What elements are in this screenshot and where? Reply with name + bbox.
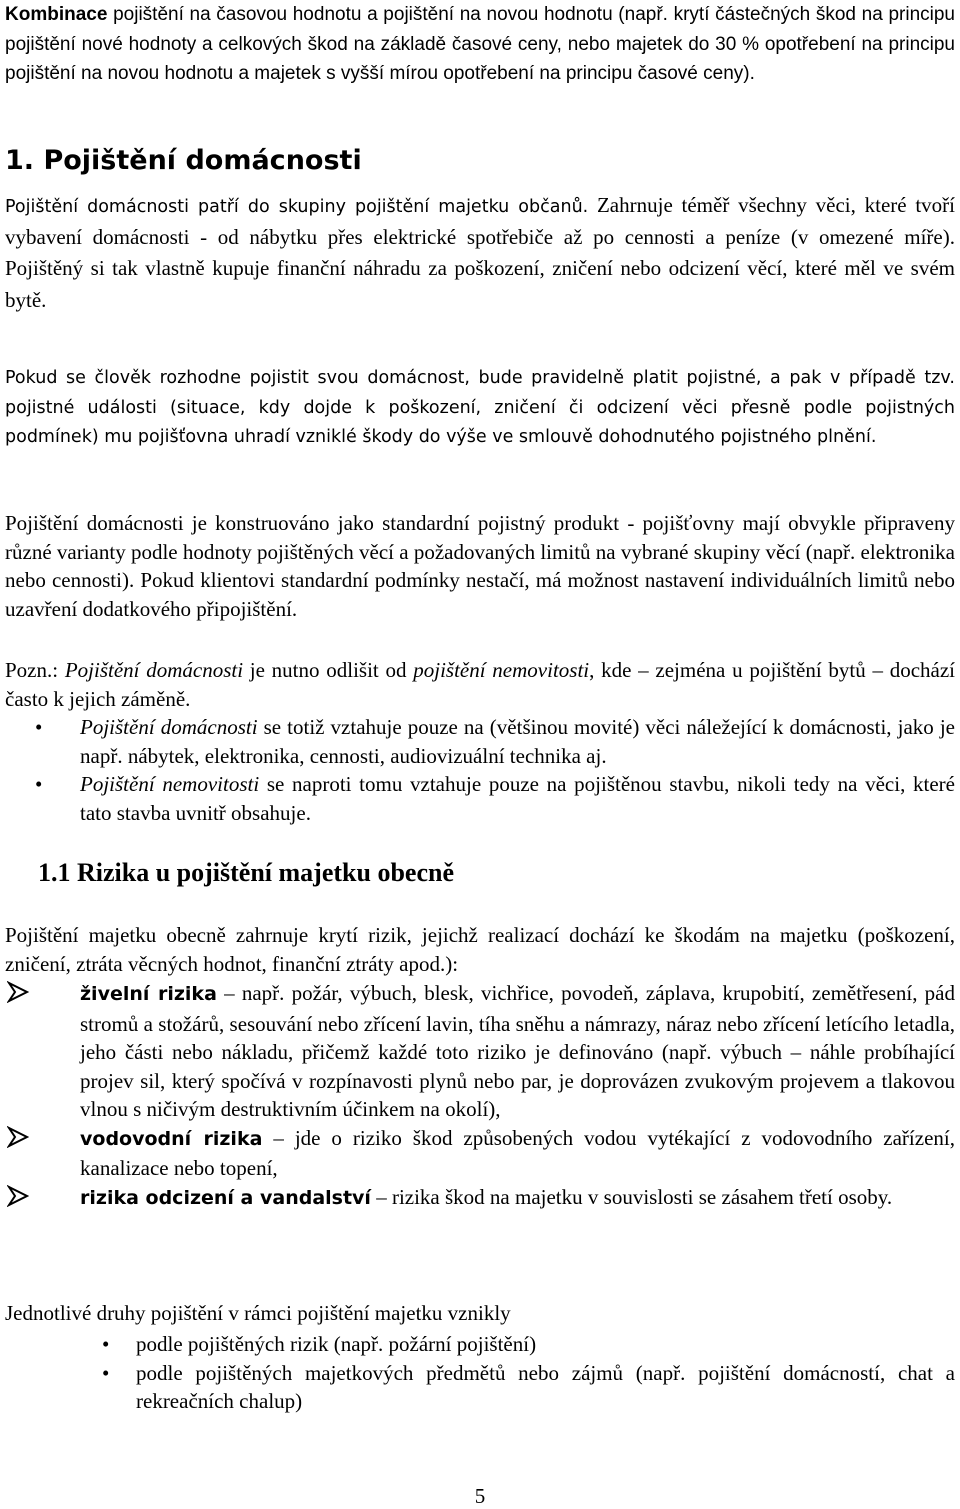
note-text-2: , kde – zejména u pojištění bytů – dochází často k jejich záměně. xyxy=(5,658,955,711)
note-emphasis-2: pojištění nemovitosti xyxy=(413,658,590,682)
list-item xyxy=(5,1330,955,1359)
section-1-paragraph-1 xyxy=(5,191,955,317)
types-list xyxy=(5,1330,955,1416)
p2-part-b: pojistné události (situace, kdy dojde k poškození, zničení či odcizení věci přesně podle pojistných podmínek) mu pojišťovna uhradí vzniklé škody do výše ve smlouvě dohodnutého pojistného plnění. xyxy=(5,397,955,448)
list-item xyxy=(5,713,955,770)
types-intro: Jednotlivé druhy pojištění v rámci pojištění majetku vznikly xyxy=(5,1301,511,1325)
bullet-icon: • xyxy=(35,715,43,739)
note-emphasis-1: Pojištění domácnosti xyxy=(64,658,244,682)
type-text: podle pojištěných rizik (např. požární pojištění) xyxy=(136,1332,537,1356)
note-paragraph xyxy=(5,656,955,713)
intro-bold-term: Kombinace xyxy=(5,4,108,25)
section-1-1-heading: 1.1 Rizika u pojištění majetku obecně xyxy=(38,858,454,887)
section-1-paragraph-2 xyxy=(5,364,955,453)
arrow-bullet-icon xyxy=(7,981,29,1003)
intro-text: pojištění na časovou hodnotu a pojištění na novou hodnotu (např. krytí částečných škod na principu pojištění nové hodnoty a celkových škod na základě časové ceny, nebo majetek do 30 % opotřebení na principu pojištění na novou hodnotu a majetek s vyšší mírou opotřebení na principu časové ceny). xyxy=(5,4,955,84)
section-1-heading: 1. Pojištění domácnosti xyxy=(5,145,362,176)
intro-paragraph xyxy=(5,0,955,89)
note-label: Pozn.: xyxy=(5,658,59,682)
note-item-emphasis: Pojištění nemovitosti xyxy=(80,772,260,796)
p2-part-a: Pokud se člověk rozhodne pojistit svou domácnost, bude pravidelně platit pojistné, a pak v případě tzv. xyxy=(5,368,955,388)
section-1-paragraph-3: Pojištění domácnosti je konstruováno jako standardní pojistný produkt - pojišťovny mají obvykle připraveny různé varianty podle hodnoty pojištěných věcí a požadovaných limitů na vybrané skupiny věcí (např. elektronika nebo cennosti). Pokud klientovi standardní podmínky nestačí, má možnost nastavení individuálních limitů nebo uzavření dodatkového připojištění. xyxy=(5,511,955,621)
risk-term: rizika odcizení a vandalství xyxy=(80,1186,371,1209)
p1-part-c: Pojištěný si tak vlastně kupuje finanční náhradu za poškození, zničení nebo odcizení věcí, které měl ve svém bytě. xyxy=(5,256,955,312)
risk-text: – rizika škod na majetku v souvislosti se zásahem třetí osoby. xyxy=(370,1184,893,1209)
list-item xyxy=(5,1183,955,1214)
p1-part-b: Zahrnuje téměř všechny věci, které tvoří vybavení domácnosti - od nábytku přes elektrické spotřebiče až po cennosti a peníze (v omezené míře). xyxy=(5,193,955,249)
note-item-text: se naproti tomu vztahuje pouze na pojištěnou stavbu, nikoli tedy na věci, které tato stavba uvnitř obsahuje. xyxy=(80,772,955,825)
page-number: 5 xyxy=(474,1484,486,1508)
note-item-emphasis: Pojištění domácnosti xyxy=(80,715,258,739)
risks-intro-paragraph: Pojištění majetku obecně zahrnuje krytí rizik, jejichž realizací dochází ke škodám na majetku (poškození, zničení, ztráta věcných hodnot, finanční ztráty apod.): xyxy=(5,923,955,976)
note-text-1: je nutno odlišit od xyxy=(243,658,414,682)
bullet-icon: • xyxy=(102,1332,110,1356)
type-text: podle pojištěných majetkových předmětů nebo zájmů (např. pojištění domácností, chat a rekreačních chalup) xyxy=(136,1360,955,1413)
risk-text: – jde o riziko škod způsobených vodou vytékající z vodovodního zařízení, kanalizace nebo topení, xyxy=(80,1125,955,1181)
risk-term: živelní rizika xyxy=(80,983,217,1005)
bullet-icon: • xyxy=(35,772,43,796)
list-item xyxy=(5,1359,955,1416)
note-bullet-list xyxy=(5,713,955,827)
p1-part-a: Pojištění domácnosti patří do skupiny pojištění majetku občanů. xyxy=(5,197,589,217)
list-item xyxy=(5,979,955,1124)
risk-text: – např. požár, výbuch, blesk, vichřice, povodeň, záplava, krupobití, zemětřesení, pád stromů a stožárů, sesouvání nebo zřícení lavin, tíha sněhu a námrazy, náraz nebo zřícení letícího letadla, jeho části nebo nákladu, přičemž každé toto riziko je definováno (např. výbuch – náhle probíhající projev sil, který spočívá v rozpínavosti plynů nebo par, je doprovázen zvukovým projevem a tlakovou vlnou s ničivým destruktivním účinkem na okolí), xyxy=(80,981,956,1122)
list-item xyxy=(5,1124,955,1183)
risk-term: vodovodní rizika xyxy=(80,1127,263,1150)
bullet-icon: • xyxy=(102,1360,110,1385)
risks-list xyxy=(5,979,955,1213)
arrow-bullet-icon xyxy=(7,1126,29,1148)
list-item xyxy=(5,770,955,827)
note-item-text: se totiž vztahuje pouze na (většinou movité) věci náležející k domácnosti, jako je např. nábytek, elektronika, cennosti, audiovizuální technika aj. xyxy=(80,715,955,768)
arrow-bullet-icon xyxy=(7,1185,29,1207)
